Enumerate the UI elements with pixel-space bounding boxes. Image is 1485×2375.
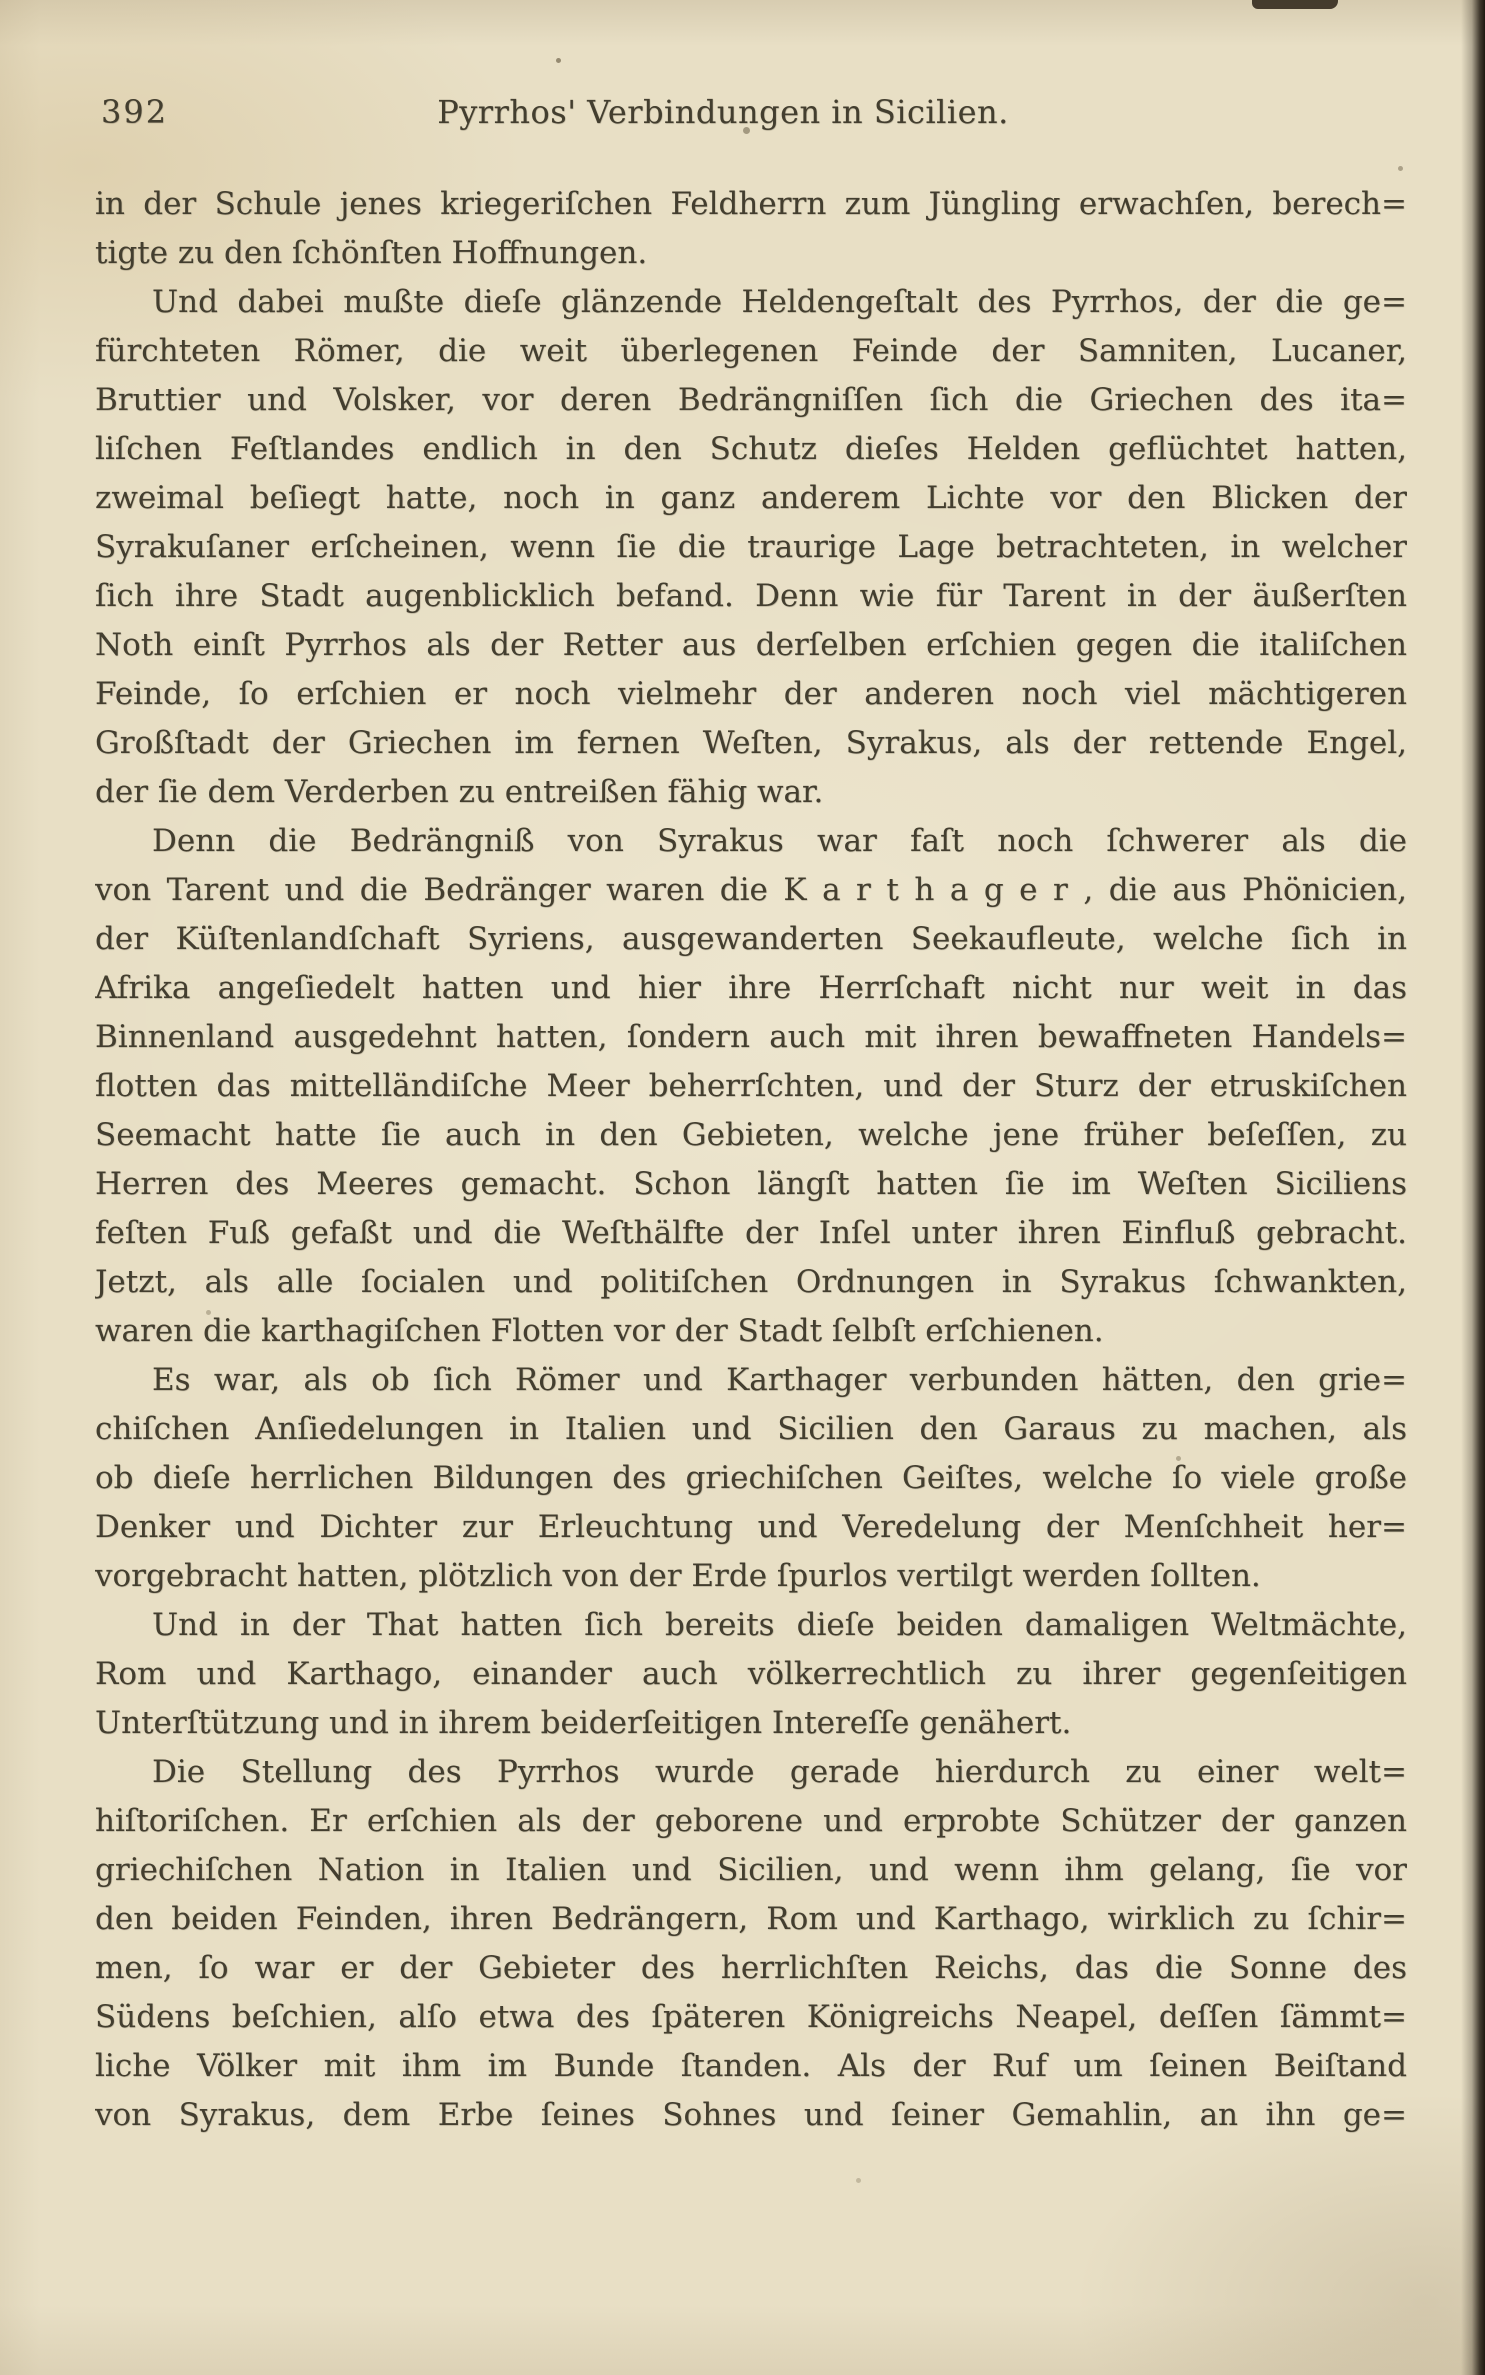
text-line: Jetzt, als alle ſocialen und politiſchen Ordnungen in Syrakus ſchwankten, [95, 1264, 1407, 1300]
page-header [95, 92, 1407, 132]
running-title: Pyrrhos' Verbindungen in Sicilien. [437, 93, 1009, 131]
text-line: fürchteten Römer, die weit überlegenen Feinde der Samniten, Lucaner, [95, 333, 1407, 369]
paragraph [95, 1748, 1407, 2140]
text-line: Syrakuſaner erſcheinen, wenn ſie die traurige Lage betrachteten, in welcher [95, 529, 1407, 565]
scan-edge-mark [1252, 0, 1338, 9]
text-line: den beiden Feinden, ihren Bedrängern, Rom und Karthago, wirklich zu ſchir= [95, 1901, 1407, 1937]
text-line: Es war, als ob ſich Römer und Karthager verbunden hätten, den grie= [152, 1362, 1407, 1398]
text-line: der Küſtenlandſchaft Syriens, ausgewanderten Seekaufleute, welche ſich in [95, 921, 1407, 957]
text-line: Großſtadt der Griechen im fernen Weſten, Syrakus, als der rettende Engel, [95, 725, 1407, 761]
paragraph [95, 817, 1407, 1356]
scan-edge-shadow [1461, 0, 1485, 2375]
text-line: chiſchen Anſiedelungen in Italien und Sicilien den Garaus zu machen, als [95, 1411, 1407, 1447]
text-line: Binnenland ausgedehnt hatten, ſondern auch mit ihren bewaffneten Handels= [95, 1019, 1407, 1055]
text-line: Noth einſt Pyrrhos als der Retter aus derſelben erſchien gegen die italiſchen [95, 627, 1407, 663]
text-line: vorgebracht hatten, plötzlich von der Erde ſpurlos vertilgt werden ſollten. [95, 1558, 1261, 1594]
text-line: ob dieſe herrlichen Bildungen des griechiſchen Geiſtes, welche ſo viele große [95, 1460, 1407, 1496]
text-line: Rom und Karthago, einander auch völkerrechtlich zu ihrer gegenſeitigen [95, 1656, 1407, 1692]
text-line: tigte zu den ſchönſten Hoffnungen. [95, 235, 648, 271]
text-line: liche Völker mit ihm im Bunde ſtanden. Als der Ruf um ſeinen Beiſtand [95, 2048, 1407, 2084]
text-line: Und in der That hatten ſich bereits dieſe beiden damaligen Weltmächte, [152, 1607, 1407, 1643]
text-line: in der Schule jenes kriegeriſchen Feldherrn zum Jüngling erwachſen, berech= [95, 186, 1407, 222]
text-line: waren die karthagiſchen Flotten vor der Stadt ſelbſt erſchienen. [95, 1313, 1104, 1349]
text-line: Herren des Meeres gemacht. Schon längſt hatten ſie im Weſten Siciliens [95, 1166, 1407, 1202]
text-line: flotten das mittelländiſche Meer beherrſchten, und der Sturz der etruskiſchen [95, 1068, 1407, 1104]
text-line: der ſie dem Verderben zu entreißen fähig war. [95, 774, 824, 810]
paragraph [95, 278, 1407, 817]
text-line: hiſtoriſchen. Er erſchien als der geborene und erprobte Schützer der ganzen [95, 1803, 1407, 1839]
text-line: feſten Fuß gefaßt und die Weſthälfte der Inſel unter ihren Einfluß gebracht. [95, 1215, 1407, 1251]
text-line: Bruttier und Volsker, vor deren Bedrängniſſen ſich die Griechen des ita= [95, 382, 1407, 418]
text-line: ſich ihre Stadt augenblicklich befand. Denn wie für Tarent in der äußerſten [95, 578, 1407, 614]
text-line: Unterſtützung und in ihrem beiderſeitigen Intereſſe genähert. [95, 1705, 1072, 1741]
text-line: Und dabei mußte dieſe glänzende Heldengeſtalt des Pyrrhos, der die ge= [152, 284, 1407, 320]
text-line: Denn die Bedrängniß von Syrakus war faſt noch ſchwerer als die [152, 823, 1407, 859]
text-line: Seemacht hatte ſie auch in den Gebieten, welche jene früher beſeſſen, zu [95, 1117, 1407, 1153]
text-line: Feinde, ſo erſchien er noch vielmehr der anderen noch viel mächtigeren [95, 676, 1407, 712]
text-line: griechiſchen Nation in Italien und Sicilien, und wenn ihm gelang, ſie vor [95, 1852, 1407, 1888]
paragraph [95, 180, 1407, 278]
text-line: Denker und Dichter zur Erleuchtung und Veredelung der Menſchheit her= [95, 1509, 1407, 1545]
text-line: von Syrakus, dem Erbe ſeines Sohnes und ſeiner Gemahlin, an ihn ge= [95, 2097, 1407, 2133]
text-line: Afrika angeſiedelt hatten und hier ihre Herrſchaft nicht nur weit in das [95, 970, 1407, 1006]
text-block [95, 180, 1407, 2140]
text-line: von Tarent und die Bedränger waren die K a r t h a g e r , die aus Phönicien, [95, 872, 1407, 908]
text-line: Die Stellung des Pyrrhos wurde gerade hierdurch zu einer welt= [152, 1754, 1407, 1790]
page-number: 392 [101, 93, 169, 131]
paper-specks [556, 58, 561, 63]
text-line: zweimal beſiegt hatte, noch in ganz anderem Lichte vor den Blicken der [95, 480, 1407, 516]
text-line: liſchen Feſtlandes endlich in den Schutz dieſes Helden geflüchtet hatten, [95, 431, 1407, 467]
text-line: men, ſo war er der Gebieter des herrlichſten Reichs, das die Sonne des [95, 1950, 1407, 1986]
paragraph [95, 1601, 1407, 1748]
text-line: Südens beſchien, alſo etwa des ſpäteren Königreichs Neapel, deſſen ſämmt= [95, 1999, 1407, 2035]
paragraph [95, 1356, 1407, 1601]
